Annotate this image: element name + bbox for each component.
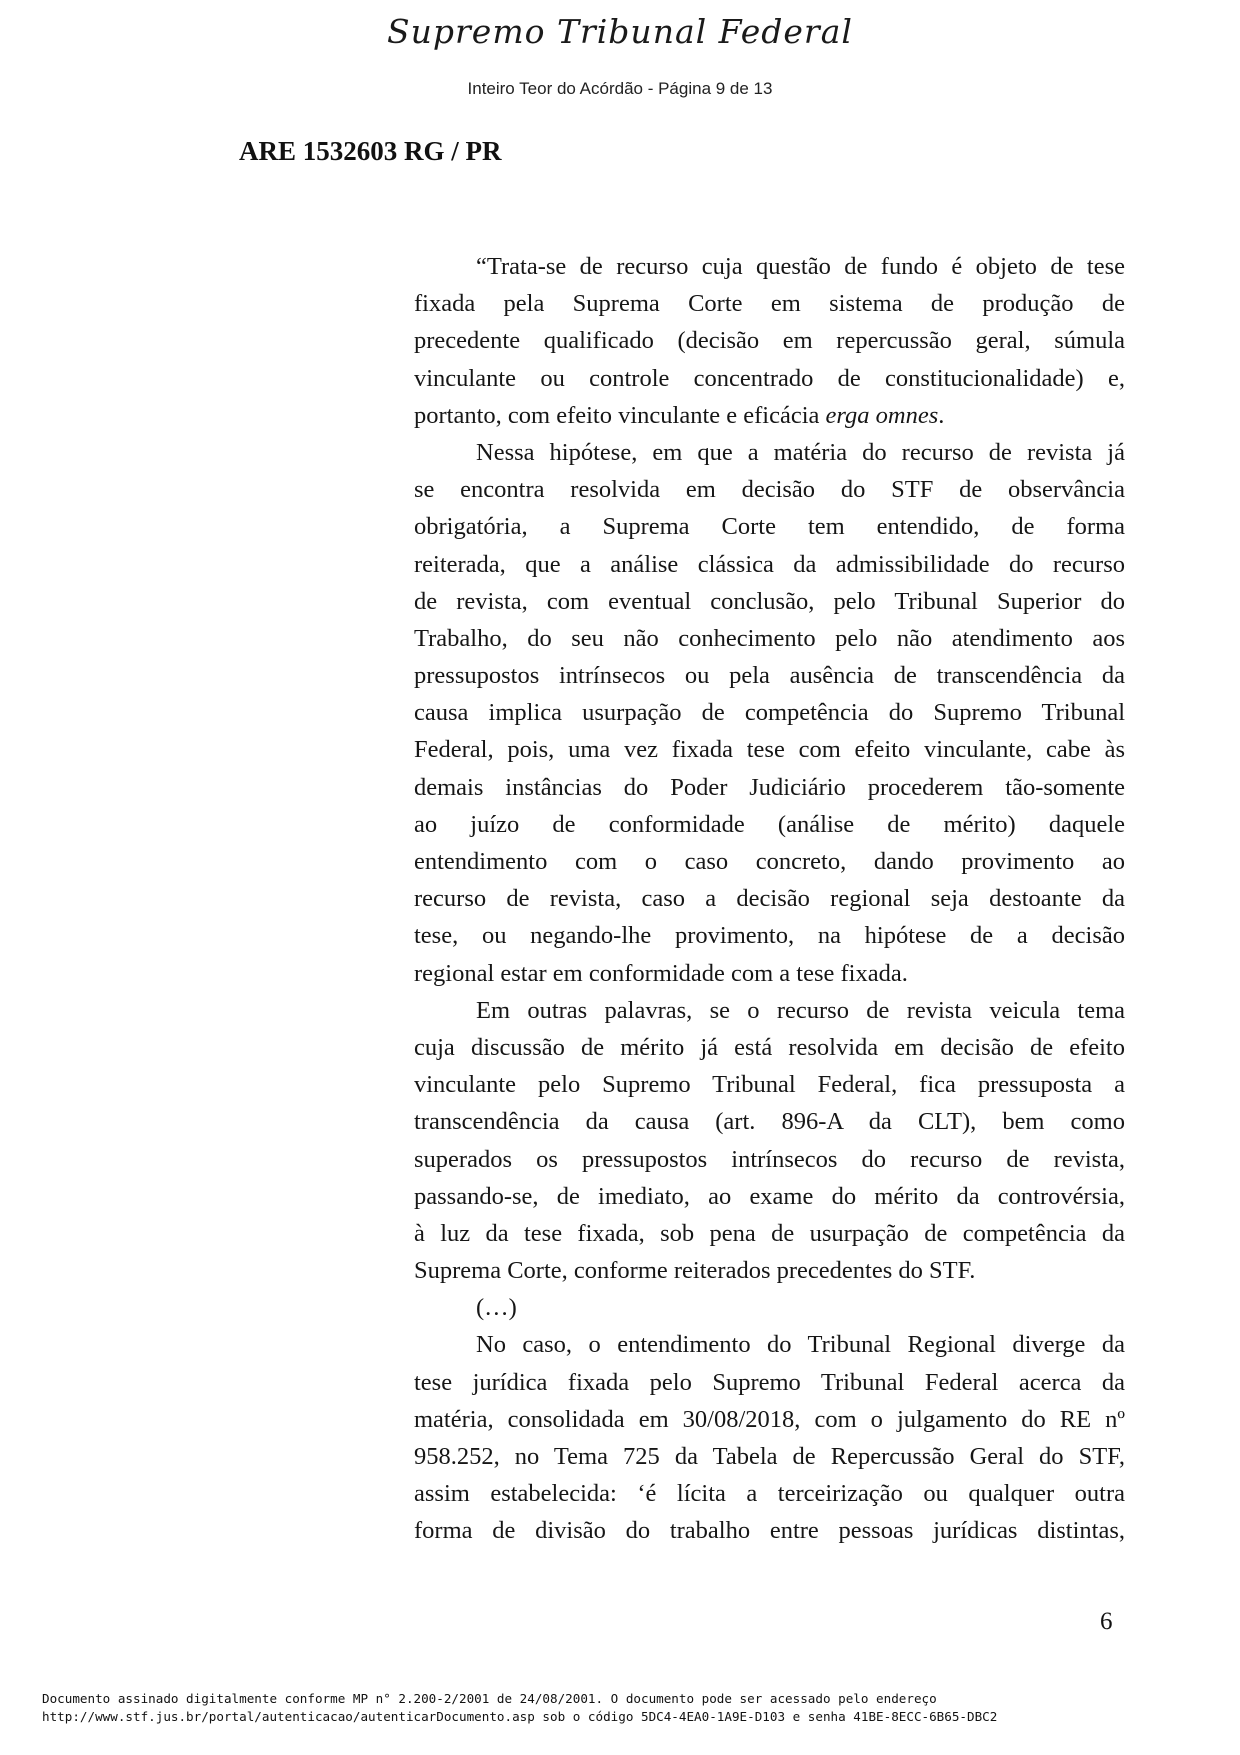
body-line: obrigatória, a Suprema Corte tem entendido, de forma <box>414 513 1125 541</box>
body-line <box>414 397 1125 434</box>
body-line: recurso de revista, caso a decisão regional seja destoante da <box>414 885 1125 913</box>
body-line: 958.252, no Tema 725 da Tabela de Repercussão Geral do STF, <box>414 1443 1125 1470</box>
body-line: forma de divisão do trabalho entre pessoas jurídicas distintas, <box>414 1517 1125 1545</box>
body-line: cuja discussão de mérito já está resolvida em decisão de efeito <box>414 1033 1125 1061</box>
body-text-segment: . <box>938 401 945 429</box>
body-line: transcendência da causa (art. 896-A da CLT), bem como <box>414 1108 1125 1136</box>
body-line: “Trata-se de recurso cuja questão de fundo é objeto de tese <box>476 253 1125 280</box>
body-line: matéria, consolidada em 30/08/2018, com o julgamento do RE nº <box>414 1405 1125 1433</box>
body-line: tese jurídica fixada pelo Supremo Tribunal Federal acerca da <box>414 1368 1125 1396</box>
body-line: regional estar em conformidade com a tese fixada. <box>414 959 908 987</box>
body-line: Trabalho, do seu não conhecimento pelo não atendimento aos <box>414 624 1125 652</box>
body-line: assim estabelecida: ‘é lícita a terceirização ou qualquer outra <box>414 1480 1125 1508</box>
case-identifier: ARE 1532603 RG / PR <box>239 136 502 166</box>
body-line: demais instâncias do Poder Judiciário procederem tão-somente <box>414 773 1125 801</box>
body-line: Nessa hipótese, em que a matéria do recurso de revista já <box>476 438 1125 466</box>
body-line: de revista, com eventual conclusão, pelo Tribunal Superior do <box>414 587 1125 615</box>
court-name-header: Supremo Tribunal Federal <box>387 12 853 51</box>
body-line: entendimento com o caso concreto, dando provimento ao <box>414 848 1125 875</box>
page-number: 6 <box>1100 1608 1113 1635</box>
body-line: causa implica usurpação de competência do Supremo Tribunal <box>414 699 1125 727</box>
body-line: Federal, pois, uma vez fixada tese com efeito vinculante, cabe às <box>414 736 1125 764</box>
footer-line-authentication-link[interactable]: http://www.stf.jus.br/portal/autenticacao/autenticarDocumento.asp sob o código 5DC4-4EA0-1A9E-D103 e senha 41BE-8ECC-6B65-DBC2 <box>42 1709 998 1724</box>
body-line: Em outras palavras, se o recurso de revista veicula tema <box>476 996 1125 1024</box>
body-line: vinculante ou controle concentrado de constitucionalidade) e, <box>414 364 1125 392</box>
body-line: à luz da tese fixada, sob pena de usurpação de competência da <box>414 1219 1125 1247</box>
page-subtitle: Inteiro Teor do Acórdão - Página 9 de 13 <box>467 79 773 98</box>
footer-line-signature: Documento assinado digitalmente conforme MP n° 2.200-2/2001 de 24/08/2001. O documento pode ser acessado pelo endereço <box>42 1691 937 1706</box>
omission-ellipsis: (…) <box>476 1294 517 1322</box>
body-line: pressupostos intrínsecos ou pela ausência de transcendência da <box>414 662 1125 690</box>
body-line: tese, ou negando-lhe provimento, na hipótese de a decisão <box>414 922 1125 950</box>
body-line: Suprema Corte, conforme reiterados precedentes do STF. <box>414 1257 976 1285</box>
body-line: passando-se, de imediato, ao exame do mérito da controvérsia, <box>414 1182 1125 1210</box>
body-line: precedente qualificado (decisão em repercussão geral, súmula <box>414 327 1125 355</box>
body-line: reiterada, que a análise clássica da admissibilidade do recurso <box>414 550 1125 578</box>
body-line: No caso, o entendimento do Tribunal Regional diverge da <box>476 1331 1125 1359</box>
body-line: se encontra resolvida em decisão do STF de observância <box>414 476 1125 504</box>
italic-term: erga omnes <box>825 401 939 429</box>
body-line: superados os pressupostos intrínsecos do recurso de revista, <box>414 1145 1125 1173</box>
signature-footer <box>42 1690 997 1726</box>
document-body <box>414 248 1125 1550</box>
body-line: vinculante pelo Supremo Tribunal Federal, fica pressuposta a <box>414 1071 1125 1099</box>
body-line: fixada pela Suprema Corte em sistema de produção de <box>414 290 1125 318</box>
body-line: ao juízo de conformidade (análise de mérito) daquele <box>414 810 1125 838</box>
body-text-segment: portanto, com efeito vinculante e eficácia <box>414 401 826 429</box>
